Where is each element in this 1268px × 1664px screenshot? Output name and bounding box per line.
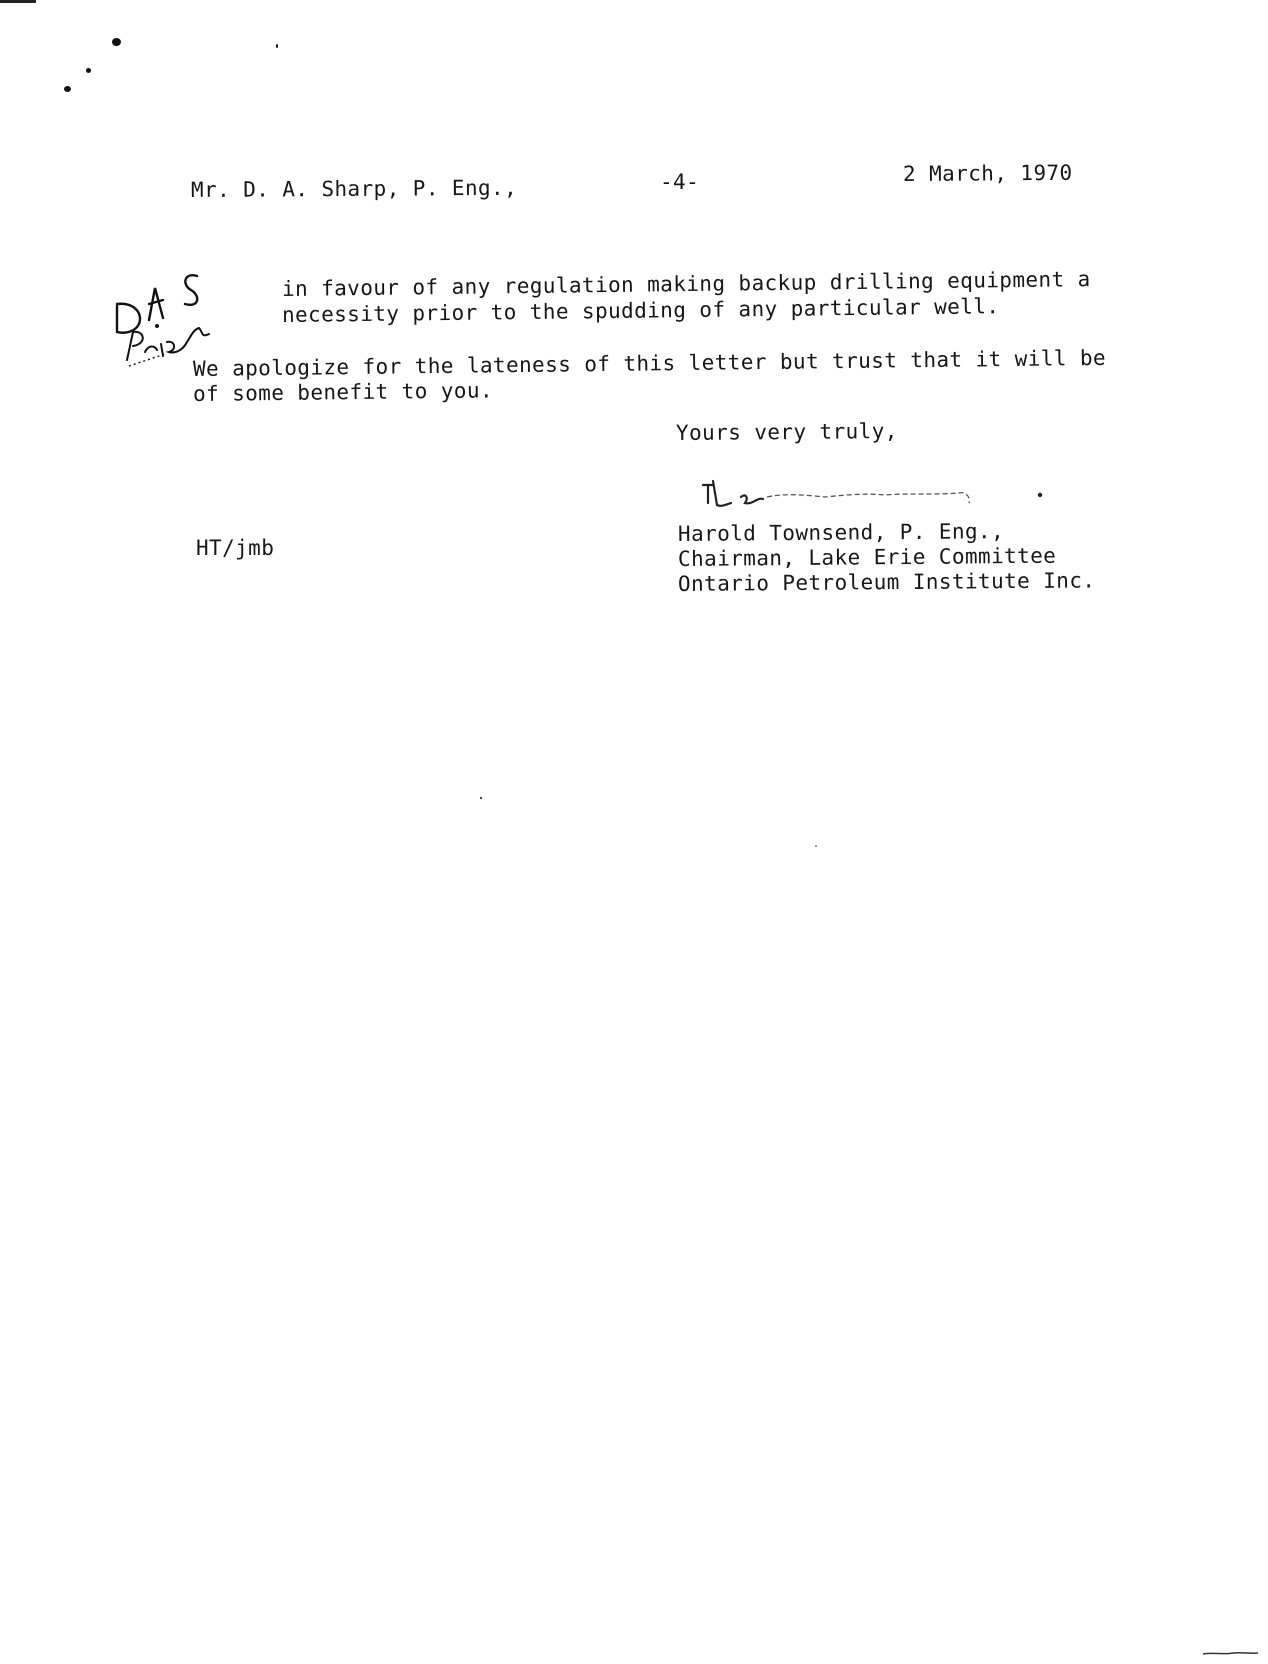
scan-speck xyxy=(815,845,817,847)
apology-line-2: of some benefit to you. xyxy=(192,378,494,406)
scan-speck xyxy=(276,44,278,48)
body-line-1: in favour of any regulation making backup drilling equipment a xyxy=(281,267,1091,301)
apology-line-1: We apologize for the lateness of this letter but trust that it will be xyxy=(192,345,1107,381)
scan-speck xyxy=(64,86,71,92)
signature-scribble xyxy=(695,475,1055,515)
signer-title: Chairman, Lake Erie Committee xyxy=(677,543,1057,571)
body-line-2: necessity prior to the spudding of any particular well. xyxy=(281,294,1000,327)
signer-organization: Ontario Petroleum Institute Inc. xyxy=(677,568,1096,596)
reference-initials: HT/jmb xyxy=(196,536,275,560)
page-number: -4- xyxy=(660,170,700,194)
signer-name: Harold Townsend, P. Eng., xyxy=(677,519,1005,546)
recipient-line: Mr. D. A. Sharp, P. Eng., xyxy=(190,175,518,202)
closing-salutation: Yours very truly, xyxy=(675,419,898,445)
scan-speck xyxy=(480,797,482,799)
scan-speck xyxy=(86,68,91,73)
scan-speck xyxy=(112,38,121,46)
scan-corner-mark xyxy=(1203,1650,1258,1656)
scan-edge-mark xyxy=(0,0,36,3)
letter-date: 2 March, 1970 xyxy=(902,160,1073,186)
